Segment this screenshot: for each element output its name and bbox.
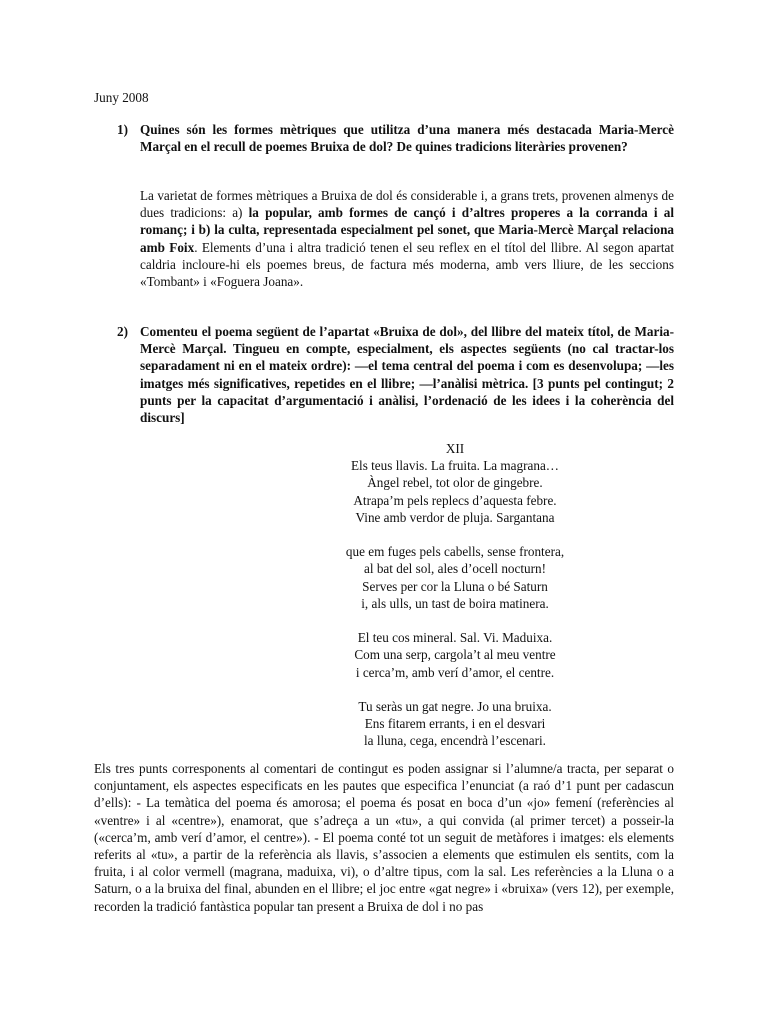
question-1-bold-text: Quines són les formes mètriques que utilitza d’una manera més destacada Maria-Mercè Marçal en el recull de poemes Bruixa de dol? De quines tradicions literàries provenen? <box>140 122 674 155</box>
stanza-gap <box>240 526 670 543</box>
answer-1-part-2: . Elements d’una i altra tradició tenen el seu reflex en el títol del llibre. Al segon apartat caldria incloure-hi els poemes breus, de factura més moderna, amb vers lliure, de les seccions «Tombant» i «Foguera Joana». <box>140 239 674 290</box>
poem-title: XII <box>445 441 465 456</box>
poem-line: i, als ulls, un tast de boira matinera. <box>361 595 549 611</box>
question-1-number: 1) <box>117 122 128 137</box>
poem-line: El teu cos mineral. Sal. Vi. Maduixa. <box>357 630 553 646</box>
poem-line: Ens fitarem errants, i en el desvari <box>364 716 546 732</box>
answer-1-part-1: La varietat de formes mètriques a Bruixa de dol és considerable i, a grans trets, provenen almenys de dues tradicions: a) <box>140 188 674 221</box>
poem-line: Atrapa’m pels replecs d’aquesta febre. <box>353 492 557 508</box>
poem-line: Com una serp, cargola’t al meu ventre <box>354 647 556 663</box>
poem-line: Serves per cor la Lluna o bé Saturn <box>362 578 548 594</box>
commentary-paragraph: Els tres punts corresponents al comentari de contingut es poden assignar si l’alumne/a tracta, per separat o conjuntament, els aspectes especificats en les pautes que especifica l’enunciat (a raó d’1 punt per cadascun d’ells): - La temàtica del poema és amorosa; el poema és posat en boca d’un «jo» femení (referències al «ventre» i al «centre»), enamorat, que s’adreça a un «tu», a qui convida (al primer tercet) a posseir-la («cerca’m, amb verí d’amor, el centre»). - El poema conté tot un seguit de metàfores i imatges: els elements referits al «tu», a partir de la referència als llavis, s’associen a elements que estimulen els sentits, com la fruita, i al color vermell (magrana, maduixa, vi), o d’altre tipus, com la sal. Les referències a la Lluna o a Saturn, o a la bruixa del final, abunden en el llibre; el joc entre «gat negre» i «bruixa» (vers 12), per exemple, recorden la tradició fantàstica popular tan present a Bruixa de dol i no pas <box>94 761 674 914</box>
question-2-bold-text: Comenteu el poema següent de l’apartat «Bruixa de dol», del llibre del mateix títol, de Maria-Mercè Marçal. Tingueu en compte, especialment, els aspectes següents (no cal tractar-los separadament ni en el mateix ordre): —el tema central del poema i com es desenvolupa; —les imatges més significatives, repetides en el llibre; —l’anàlisi mètrica. [3 punts pel contingut; 2 punts per la capacitat d’argumentació i anàlisi, l’ordenació de les idees i la coherència del discurs] <box>140 324 674 426</box>
question-1-text <box>140 121 674 155</box>
poem-line: i cerca’m, amb verí d’amor, el centre. <box>355 664 555 680</box>
poem-line: Els teus llavis. La fruita. La magrana… <box>351 458 559 474</box>
stanza-gap <box>240 612 670 629</box>
poem-line: Vine amb verdor de pluja. Sargantana <box>355 509 555 525</box>
poem-line: Tu seràs un gat negre. Jo una bruixa. <box>358 699 552 714</box>
question-2-text <box>140 323 674 426</box>
stanza-gap <box>240 681 670 698</box>
exam-date: Juny 2008 <box>94 90 149 105</box>
question-2-number: 2) <box>117 324 128 339</box>
answer-1 <box>140 187 674 290</box>
poem-line: al bat del sol, ales d’ocell nocturn! <box>364 561 546 577</box>
answer-1-bold-part: la popular, amb formes de cançó i d’altres properes a la corranda i al romanç; i b) la culta, representada especialment pel sonet, que Maria-Mercè Marçal relaciona amb Foix <box>140 205 674 255</box>
poem-line: Àngel rebel, tot olor de gingebre. <box>367 475 543 491</box>
poem-line: que em fuges pels cabells, sense frontera, <box>345 544 565 560</box>
poem-line: la lluna, cega, encendrà l’escenari. <box>364 733 546 749</box>
poem <box>240 440 670 750</box>
